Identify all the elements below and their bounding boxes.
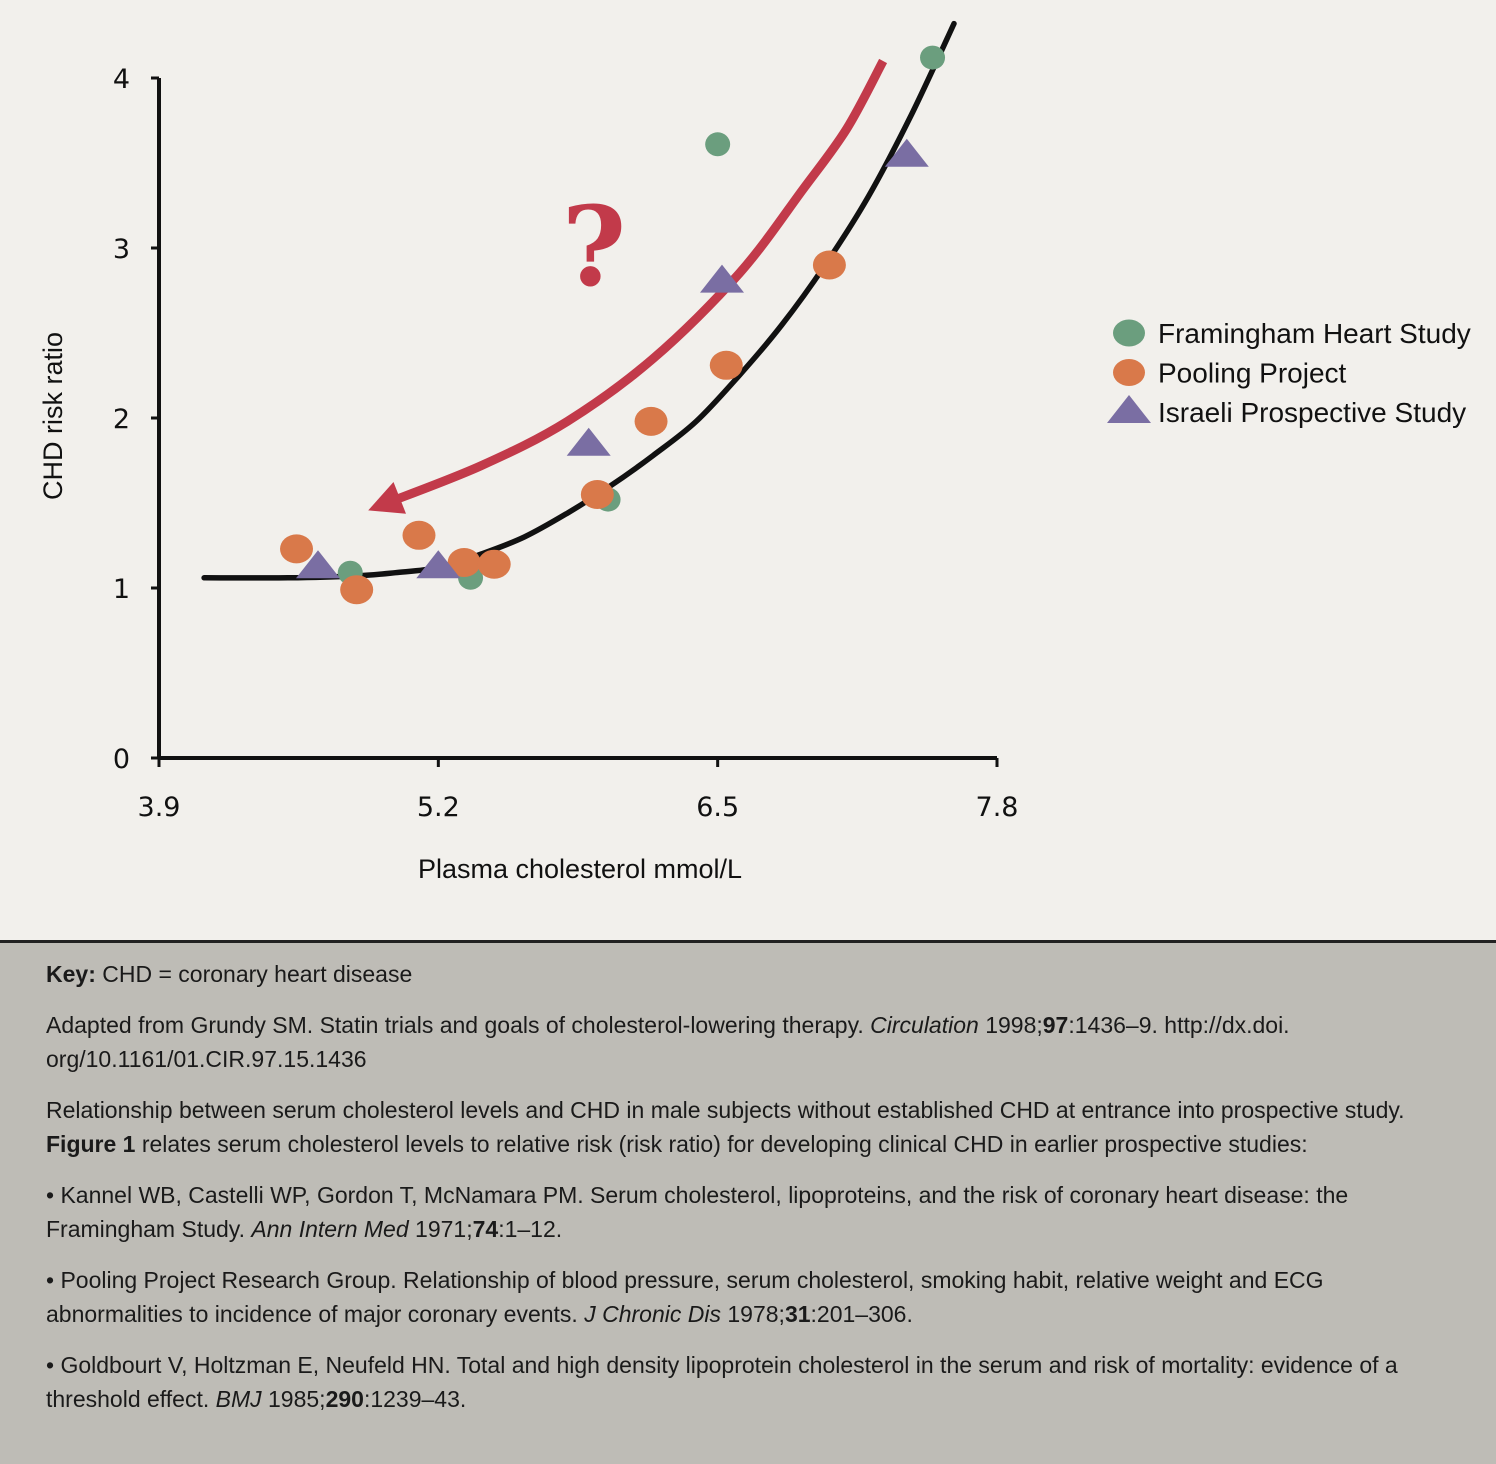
reference-pages: :1–12. bbox=[498, 1216, 563, 1242]
data-point bbox=[340, 575, 373, 604]
relationship-text: Relationship between serum cholesterol levels and CHD in male subjects without established CHD at entrance into prospective study. bbox=[46, 1097, 1405, 1123]
adapted-pages: :1436–9. http://dx.doi. org/10.1161/01.CIR.97.15.1436 bbox=[46, 1012, 1290, 1072]
reference-journal: Ann Intern Med bbox=[251, 1216, 409, 1242]
y-axis-title: CHD risk ratio bbox=[38, 331, 68, 501]
reference-text: • Goldbourt V, Holtzman E, Neufeld HN. Total and high density lipoprotein cholesterol in the serum and risk of mortality: evidence of a threshold effect. bbox=[46, 1352, 1398, 1412]
key-label: Key: bbox=[46, 961, 96, 987]
y-tick-label: 0 bbox=[112, 744, 130, 775]
reference-year: 1971; bbox=[408, 1216, 473, 1242]
legend-marker bbox=[1113, 359, 1145, 386]
reference-volume: 290 bbox=[325, 1386, 364, 1412]
key-text: CHD = coronary heart disease bbox=[95, 961, 413, 987]
adapted-volume: 97 bbox=[1042, 1012, 1069, 1038]
y-tick-label: 1 bbox=[112, 574, 130, 605]
legend-marker bbox=[1113, 320, 1145, 347]
adapted-note bbox=[46, 1008, 1450, 1076]
data-point bbox=[705, 132, 730, 156]
reference-journal: J Chronic Dis bbox=[584, 1301, 721, 1327]
x-tick-label: 5.2 bbox=[416, 792, 460, 823]
question-mark-annotation: ? bbox=[561, 182, 627, 311]
legend-marker bbox=[1107, 395, 1151, 423]
reference-pages: :201–306. bbox=[810, 1301, 913, 1327]
data-point bbox=[280, 534, 313, 563]
y-tick-label: 2 bbox=[112, 404, 130, 435]
x-tick-label: 6.5 bbox=[696, 792, 740, 823]
relationship-text-2: relates serum cholesterol levels to relative risk (risk ratio) for developing clinical CHD in earlier prospective studies: bbox=[135, 1131, 1308, 1157]
reference-journal: BMJ bbox=[215, 1386, 262, 1412]
data-point bbox=[920, 46, 945, 70]
reference-item bbox=[46, 1348, 1450, 1416]
data-point bbox=[581, 480, 614, 509]
reference-pages: :1239–43. bbox=[363, 1386, 467, 1412]
reference-text: • Kannel WB, Castelli WP, Gordon T, McNamara PM. Serum cholesterol, lipoproteins, and the risk of coronary heart disease: the Framingham Study. bbox=[46, 1182, 1349, 1242]
reference-volume: 74 bbox=[472, 1216, 499, 1242]
reference-item bbox=[46, 1178, 1450, 1246]
x-tick-label: 3.9 bbox=[137, 792, 181, 823]
reference-volume: 31 bbox=[784, 1301, 811, 1327]
notes-panel bbox=[0, 940, 1496, 1464]
figure-ref: Figure 1 bbox=[46, 1131, 136, 1157]
x-axis-title: Plasma cholesterol mmol/L bbox=[417, 854, 743, 884]
key-note bbox=[46, 957, 1450, 991]
red-arrow-shaft bbox=[387, 61, 883, 503]
x-tick-label: 7.8 bbox=[975, 792, 1019, 823]
legend-label: Framingham Heart Study bbox=[1158, 318, 1471, 349]
adapted-text: Adapted from Grundy SM. Statin trials and goals of cholesterol-lowering therapy. bbox=[46, 1012, 871, 1038]
data-point bbox=[635, 407, 668, 436]
legend-label: Pooling Project bbox=[1158, 357, 1347, 389]
adapted-journal: Circulation bbox=[870, 1012, 979, 1038]
legend bbox=[1107, 318, 1471, 428]
reference-text: • Pooling Project Research Group. Relationship of blood pressure, serum cholesterol, smoking habit, relative weight and ECG abnormalities to incidence of major coronary events. bbox=[46, 1267, 1324, 1327]
data-point bbox=[478, 550, 511, 579]
reference-item bbox=[46, 1263, 1450, 1331]
reference-year: 1985; bbox=[261, 1386, 326, 1412]
data-point bbox=[813, 251, 846, 280]
adapted-year: 1998; bbox=[978, 1012, 1043, 1038]
data-point bbox=[402, 521, 435, 550]
y-tick-label: 4 bbox=[112, 64, 130, 95]
y-tick-label: 3 bbox=[112, 234, 130, 265]
relationship-note bbox=[46, 1093, 1450, 1161]
data-point bbox=[567, 428, 611, 456]
data-point bbox=[710, 351, 743, 380]
reference-year: 1978; bbox=[720, 1301, 785, 1327]
legend-label: Israeli Prospective Study bbox=[1158, 397, 1467, 428]
